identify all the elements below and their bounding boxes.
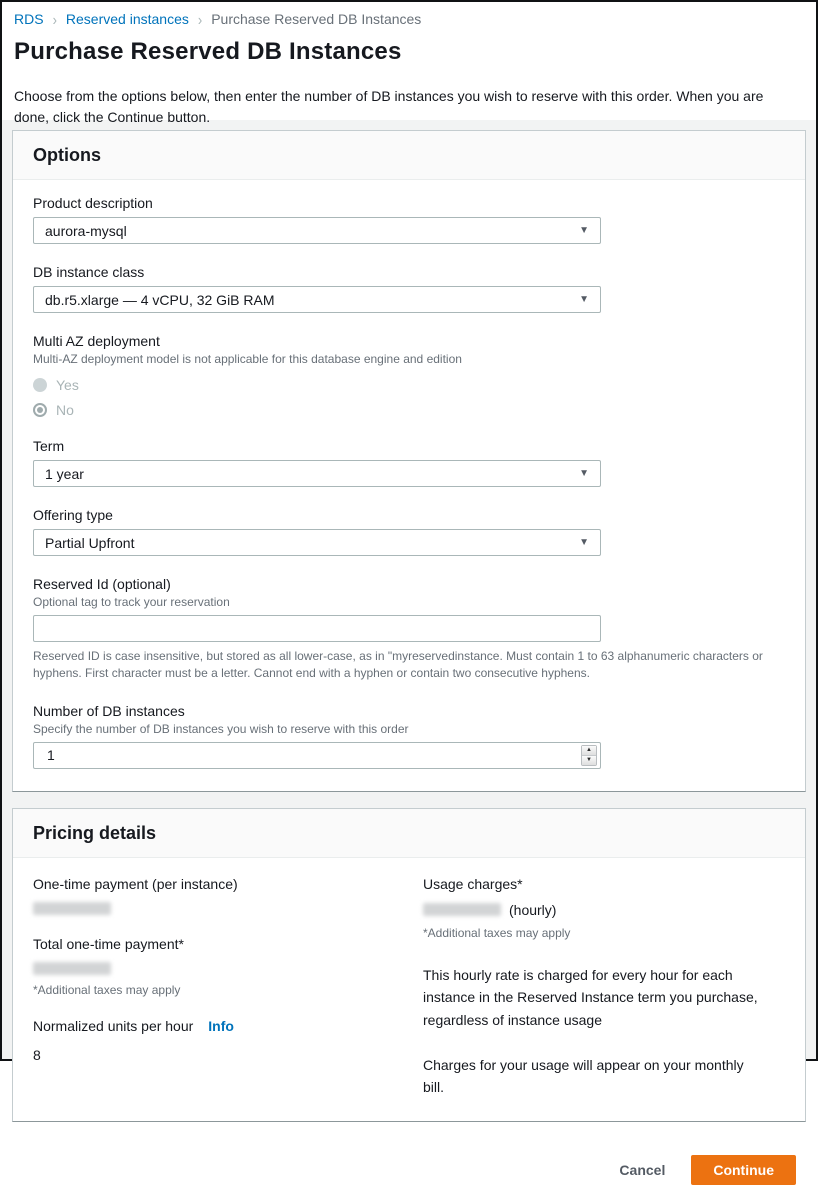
total-one-time-payment-label: Total one-time payment* [33, 935, 184, 952]
term-label: Term [33, 438, 65, 454]
pricing-left-column [33, 876, 423, 1099]
options-panel-body [13, 180, 805, 791]
reserved-id-label: Reserved Id (optional) [33, 576, 171, 592]
reserved-id-hint: Reserved ID is case insensitive, but stored as all lower-case, as in "myreservedinstance. Must contain 1 to 63 alphanumeric characters or hyphens. First character must be a letter. Cannot end with a hyphen or contain two consecutive hyphens. [33, 649, 763, 681]
page-title: Purchase Reserved DB Instances [14, 38, 402, 65]
billing-note: Charges for your usage will appear on your monthly bill. [423, 1056, 744, 1096]
page-description: Choose from the options below, then enter the number of DB instances you wish to reserve with this order. When you are done, click the Continue button. [14, 88, 764, 125]
cancel-button[interactable]: Cancel [619, 1161, 666, 1178]
multi-az-helper: Multi-AZ deployment model is not applicable for this database engine and edition [33, 352, 462, 366]
reserved-id-field [33, 576, 785, 683]
chevron-right-icon: › [197, 10, 203, 28]
offering-type-select[interactable] [33, 529, 601, 556]
pricing-panel-body [13, 858, 805, 1121]
dropdown-caret-icon: ▼ [579, 294, 589, 305]
dropdown-caret-icon: ▼ [579, 537, 589, 548]
db-instance-class-select[interactable] [33, 286, 601, 313]
term-value: 1 year [45, 465, 84, 482]
one-time-payment-label: One-time payment (per instance) [33, 875, 238, 892]
instance-count-stepper [581, 745, 597, 766]
options-panel-title: Options [33, 145, 101, 165]
usage-charges-value-row [423, 902, 767, 918]
pricing-details-panel [12, 808, 806, 1122]
instance-count-value: 1 [47, 747, 55, 764]
page-header [2, 2, 816, 125]
breadcrumb [14, 11, 804, 27]
pricing-grid [33, 873, 785, 1099]
radio-selected-disabled-icon [33, 403, 47, 417]
hourly-rate-note: This hourly rate is charged for every hour for each instance in the Reserved Instance term you purchase, regardless of instance usage [423, 966, 758, 1028]
db-instance-class-label: DB instance class [33, 264, 145, 280]
continue-button[interactable]: Continue [691, 1155, 796, 1185]
term-select[interactable] [33, 460, 601, 487]
stepper-up-icon[interactable]: ▲ [582, 746, 596, 756]
normalized-units-row [33, 1018, 423, 1034]
multi-az-option-yes-label: Yes [56, 377, 79, 393]
usage-hourly-unit: (hourly) [509, 901, 557, 918]
info-link[interactable]: Info [208, 1017, 234, 1034]
page-body [2, 120, 816, 1185]
breadcrumb-link-reserved-instances[interactable]: Reserved instances [65, 11, 189, 27]
redacted-price-value [33, 962, 111, 975]
instance-count-input[interactable] [33, 742, 601, 769]
reserved-id-input[interactable] [33, 615, 601, 642]
multi-az-label: Multi AZ deployment [33, 333, 160, 349]
dropdown-caret-icon: ▼ [579, 225, 589, 236]
product-description-field [33, 195, 785, 244]
offering-type-value: Partial Upfront [45, 534, 135, 551]
product-description-select[interactable] [33, 217, 601, 244]
breadcrumb-current: Purchase Reserved DB Instances [211, 11, 422, 27]
multi-az-field [33, 333, 785, 418]
offering-type-field [33, 507, 785, 556]
options-panel [12, 130, 806, 792]
multi-az-option-no-label: No [56, 402, 74, 418]
options-panel-header [13, 131, 805, 180]
additional-taxes-note: *Additional taxes may apply [33, 982, 181, 997]
breadcrumb-link-rds[interactable]: RDS [14, 11, 44, 27]
normalized-units-label: Normalized units per hour [33, 1017, 194, 1034]
db-instance-class-field [33, 264, 785, 313]
product-description-label: Product description [33, 195, 153, 211]
one-time-payment-block [33, 876, 423, 915]
multi-az-option-no [33, 402, 785, 418]
dropdown-caret-icon: ▼ [579, 468, 589, 479]
offering-type-label: Offering type [33, 507, 113, 523]
pricing-panel-header [13, 809, 805, 858]
chevron-right-icon: › [52, 10, 57, 28]
redacted-price-value [33, 902, 111, 915]
additional-taxes-note: *Additional taxes may apply [423, 925, 571, 940]
total-one-time-payment-block [33, 936, 423, 997]
multi-az-option-yes [33, 377, 785, 393]
reserved-id-helper: Optional tag to track your reservation [33, 595, 230, 609]
stepper-down-icon[interactable]: ▼ [582, 756, 596, 765]
radio-disabled-icon [33, 378, 47, 392]
term-field [33, 438, 785, 487]
instance-count-label: Number of DB instances [33, 702, 185, 719]
db-instance-class-value: db.r5.xlarge — 4 vCPU, 32 GiB RAM [45, 291, 275, 308]
instance-count-field [33, 703, 785, 769]
usage-charges-label: Usage charges* [423, 875, 523, 892]
multi-az-radio-group [33, 377, 785, 418]
instance-count-helper: Specify the number of DB instances you wish to reserve with this order [33, 721, 409, 736]
product-description-value: aurora-mysql [45, 222, 127, 239]
redacted-price-value [423, 903, 501, 916]
pricing-right-column [423, 876, 785, 1099]
normalized-units-value: 8 [33, 1046, 41, 1063]
pricing-panel-title: Pricing details [33, 822, 157, 843]
footer-actions [12, 1138, 806, 1185]
